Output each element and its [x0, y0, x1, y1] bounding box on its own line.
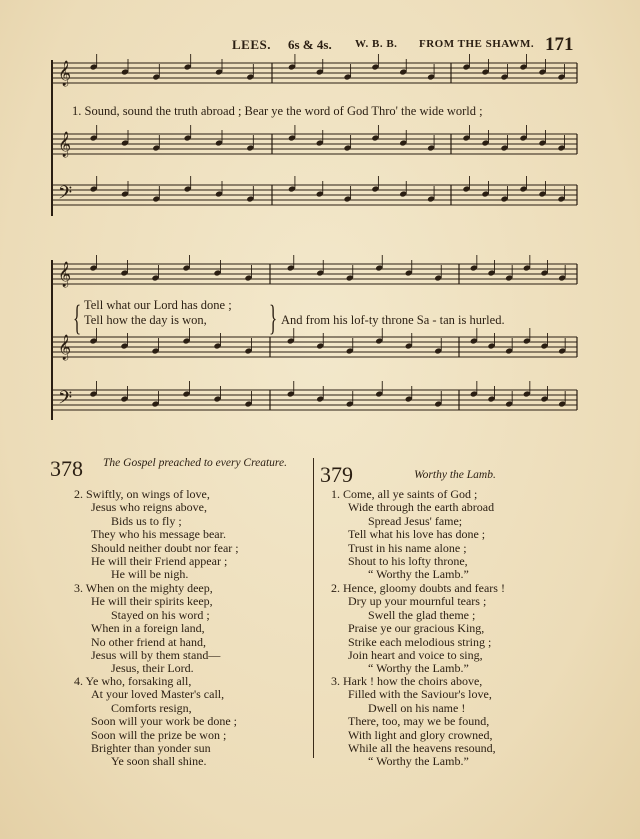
repeat-brace-left: { — [73, 298, 82, 338]
verse-line: He will be nigh. — [111, 567, 189, 582]
verse-line: Tell what his love has done ; — [348, 527, 486, 542]
hymn-379-stanza-1 — [331, 488, 494, 582]
verse-line: At your loved Master's call, — [91, 687, 225, 702]
verse-line: Soon will your work be done ; — [91, 714, 237, 729]
meter: 6s & 4s. — [288, 37, 332, 52]
verse-line: They who his message bear. — [91, 527, 226, 542]
page-number: 171 — [545, 34, 574, 55]
verse-line: Should neither doubt nor fear ; — [91, 540, 239, 555]
verse-line: Jesus who reigns above, — [91, 500, 207, 515]
verse-line: “ Worthy the Lamb.” — [368, 567, 469, 582]
verse-line: Praise ye our gracious King, — [348, 621, 485, 636]
verse-line: Jesus will by them stand— — [91, 648, 221, 663]
verse-line: Spread Jesus' fame; — [368, 513, 463, 528]
verse-line: There, too, may we be found, — [348, 714, 490, 729]
hymn-378-stanza-3 — [74, 582, 220, 676]
verse-line: 3. When on the mighty deep, — [74, 581, 213, 595]
hymn-378-stanza-2 — [74, 488, 239, 582]
verse-line: Trust in his name alone ; — [348, 540, 467, 555]
verse-line: No other friend at hand, — [91, 634, 206, 649]
treble-clef-icon: 𝄞 — [58, 61, 72, 86]
bass-clef-icon: 𝄢 — [58, 183, 73, 208]
verse-line: Dwell on his name ! — [368, 700, 466, 715]
column-divider — [313, 458, 314, 758]
bass-clef-icon: 𝄢 — [58, 388, 73, 413]
hymn-number: 379 — [320, 462, 353, 487]
hymn-title: The Gospel preached to every Creature. — [103, 457, 287, 469]
verse-line: “ Worthy the Lamb.” — [368, 661, 469, 676]
verse-line: When in a foreign land, — [91, 621, 205, 636]
verse-line: Brighter than yonder sun — [91, 741, 211, 756]
verse-line: 2. Hence, gloomy doubts and fears ! — [331, 581, 505, 595]
verse-line: Wide through the earth abroad — [348, 500, 495, 515]
tune-name: LEES. — [232, 37, 271, 52]
verse-line: Ye soon shall shine. — [111, 754, 207, 769]
repeat-brace-right: } — [269, 298, 278, 338]
lyric-line-2c: And from his lof-ty throne Sa - tan is hurled. — [281, 313, 505, 327]
verse-line: 3. Hark ! how the choirs above, — [331, 674, 483, 688]
hymn-379-stanza-3 — [331, 675, 496, 769]
verse-line: “ Worthy the Lamb.” — [368, 754, 469, 769]
verse-line: Shout to his lofty throne, — [348, 554, 468, 569]
treble-clef-icon: 𝄞 — [58, 335, 72, 360]
verse-line: 1. Come, all ye saints of God ; — [331, 487, 478, 501]
verse-line: With light and glory crowned, — [348, 727, 493, 742]
verse-line: Jesus, their Lord. — [111, 661, 194, 676]
verse-line: He will their Friend appear ; — [91, 554, 228, 569]
verse-line: While all the heavens resound, — [348, 741, 496, 756]
composer-initials: W. B. B. — [355, 38, 398, 50]
treble-clef-icon: 𝄞 — [58, 132, 72, 157]
verse-line: Filled with the Saviour's love, — [348, 687, 492, 702]
verse-line: Comforts resign, — [111, 700, 192, 715]
hymn-number: 378 — [50, 456, 83, 481]
verse-line: He will their spirits keep, — [91, 594, 213, 609]
hymn-378-stanza-4 — [74, 675, 237, 769]
hymn-379-stanza-2 — [331, 582, 505, 676]
tune-source: FROM THE SHAWM. — [419, 38, 535, 50]
verse-line: Bids us to fly ; — [111, 513, 182, 528]
verse-line: Strike each melodious string ; — [348, 634, 492, 649]
verse-line: 4. Ye who, forsaking all, — [74, 674, 192, 688]
lyric-line-1: 1. Sound, sound the truth abroad ; Bear ye the word of God Thro' the wide world ; — [72, 104, 483, 118]
verse-line: Stayed on his word ; — [111, 607, 210, 622]
lyric-line-2a: Tell what our Lord has done ; — [84, 298, 232, 312]
treble-clef-icon: 𝄞 — [58, 262, 72, 287]
lyric-line-2b: Tell how the day is won, — [84, 313, 207, 327]
verse-line: Join heart and voice to sing, — [348, 648, 483, 663]
verse-line: Soon will the prize be won ; — [91, 727, 227, 742]
verse-line: 2. Swiftly, on wings of love, — [74, 487, 210, 501]
verse-line: Dry up your mournful tears ; — [348, 594, 487, 609]
hymn-title: Worthy the Lamb. — [414, 469, 496, 481]
verse-line: Swell the glad theme ; — [368, 607, 476, 622]
